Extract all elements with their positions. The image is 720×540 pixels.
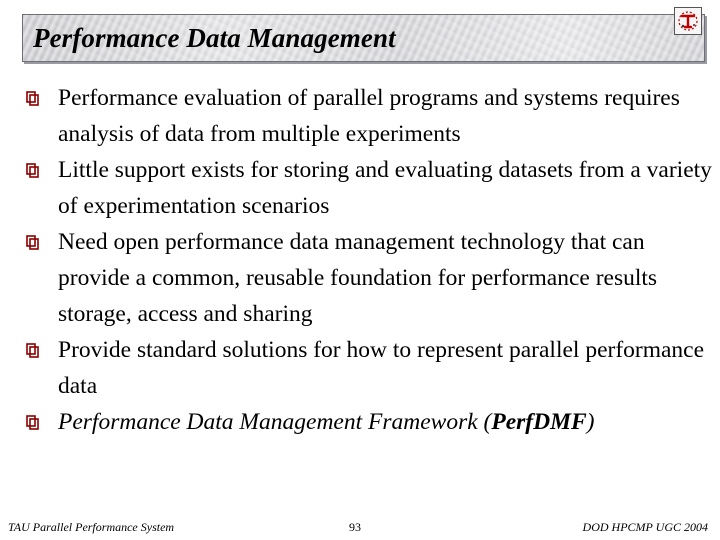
bullet-list	[26, 80, 716, 440]
tau-logo-icon	[674, 7, 702, 35]
footer-left: TAU Parallel Performance System	[8, 520, 175, 534]
bullet-item	[26, 80, 716, 152]
bullet-item	[26, 224, 716, 332]
bullet-item	[26, 404, 716, 440]
box-bullet-icon	[26, 235, 39, 250]
bullet-text-bold: PerfDMF	[491, 409, 587, 435]
bullet-item	[26, 152, 716, 224]
bullet-text: Need open performance data management technology that can provide a common, reusable foundation for performance results storage, access and sharing	[58, 229, 658, 327]
title-bar	[22, 14, 705, 62]
bullet-item	[26, 332, 716, 404]
slide-title: Performance Data Management	[33, 23, 396, 53]
bullet-text: Provide standard solutions for how to represent parallel performance data	[58, 337, 705, 399]
bullet-text-italic-end: )	[586, 409, 595, 435]
bullet-text-italic: Performance Data Management Framework (	[58, 409, 492, 435]
box-bullet-icon	[26, 343, 39, 358]
page-number: 93	[349, 520, 361, 534]
box-bullet-icon	[26, 415, 39, 430]
box-bullet-icon	[26, 91, 39, 106]
bullet-text: Little support exists for storing and evaluating datasets from a variety of experimentation scenarios	[58, 157, 712, 219]
box-bullet-icon	[26, 163, 39, 178]
bullet-text: Performance evaluation of parallel programs and systems requires analysis of data from multiple experiments	[58, 85, 680, 147]
footer-right: DOD HPCMP UGC 2004	[582, 520, 708, 534]
